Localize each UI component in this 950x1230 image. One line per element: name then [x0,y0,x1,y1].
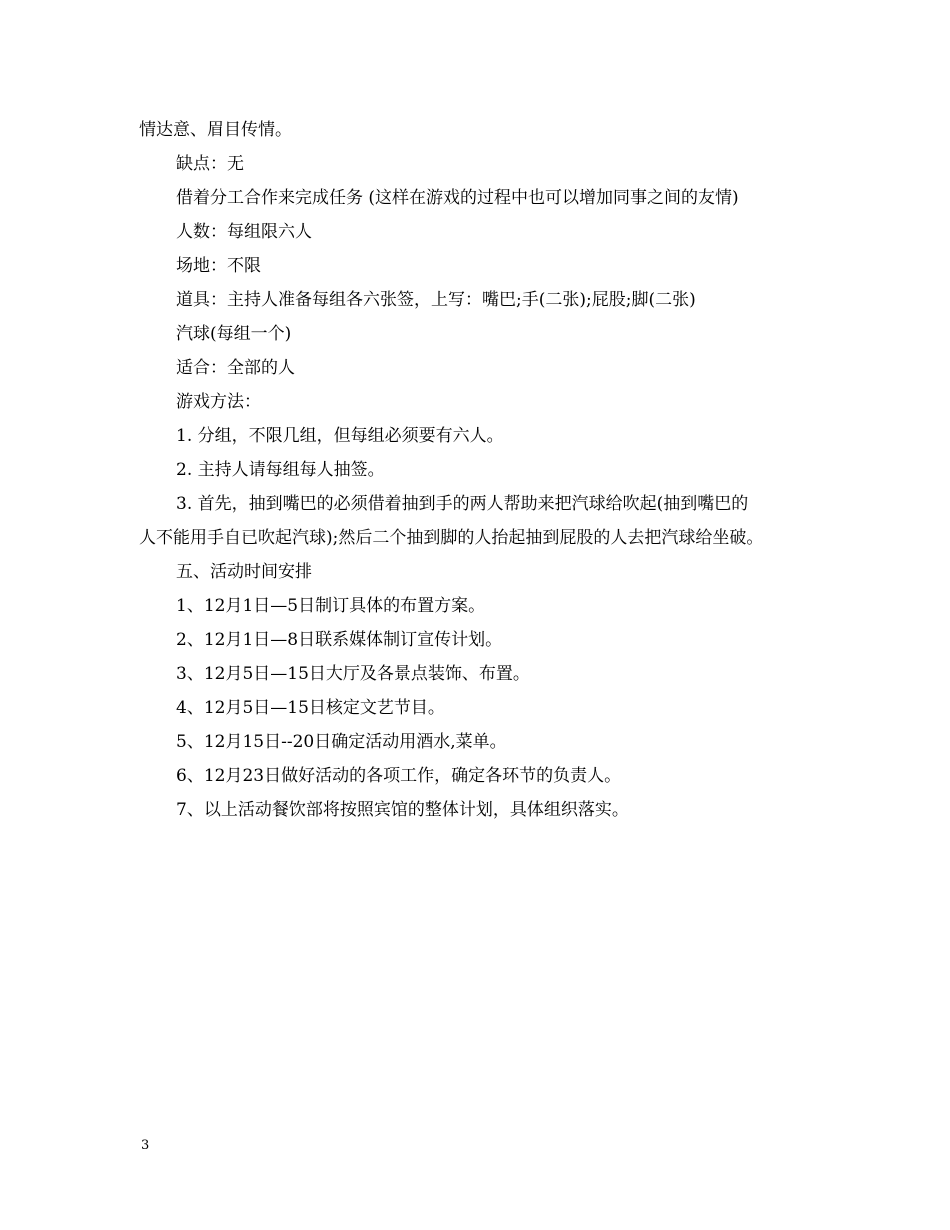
paragraph-line: 道具：主持人准备每组各六张签，上写：嘴巴;手(二张);屁股;脚(二张) [176,290,696,310]
schedule-item: 1、12月1日—5日制订具体的布置方案。 [176,596,486,616]
schedule-item: 6、12月23日做好活动的各项工作，确定各环节的负责人。 [176,766,622,786]
paragraph-line: 借着分工合作来完成任务 (这样在游戏的过程中也可以增加同事之间的友情) [176,188,739,208]
schedule-item: 4、12月5日—15日核定文艺节目。 [176,698,445,718]
paragraph-line: 场地：不限 [176,256,261,276]
section-label: 游戏方法： [176,392,261,412]
list-item-continuation: 人不能用手自已吹起汽球);然后二个抽到脚的人抬起抽到屁股的人去把汽球给坐破。 [139,528,764,548]
paragraph-line: 汽球(每组一个) [176,324,292,344]
schedule-item: 5、12月15日--20日确定活动用酒水,菜单。 [176,732,507,752]
paragraph-line: 缺点：无 [176,154,244,174]
list-item: 3. 首先，抽到嘴巴的必须借着抽到手的两人帮助来把汽球给吹起(抽到嘴巴的 [176,494,749,514]
schedule-item: 3、12月5日—15日大厅及各景点装饰、布置。 [176,664,530,684]
list-item: 2. 主持人请每组每人抽签。 [176,460,385,480]
paragraph-line: 情达意、眉目传情。 [139,120,292,140]
list-item: 1. 分组，不限几组，但每组必须要有六人。 [176,426,504,446]
section-heading: 五、活动时间安排 [176,562,312,582]
paragraph-line: 适合：全部的人 [176,358,295,378]
paragraph-line: 人数：每组限六人 [176,222,312,242]
schedule-item: 2、12月1日—8日联系媒体制订宣传计划。 [176,630,503,650]
body-text [139,113,829,827]
schedule-item: 7、以上活动餐饮部将按照宾馆的整体计划，具体组织落实。 [176,800,629,820]
page-number: 3 [141,1138,150,1153]
